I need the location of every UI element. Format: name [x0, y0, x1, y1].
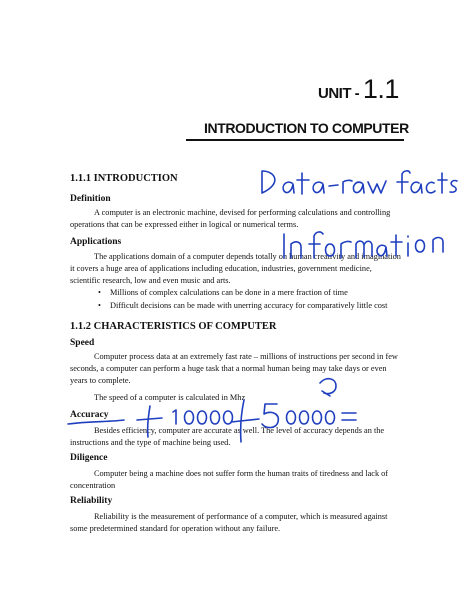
handwritten-note-data-raw-facts [262, 171, 457, 194]
unit-prefix: UNIT - [318, 85, 360, 102]
subheading-applications: Applications [70, 237, 122, 247]
paragraph-accuracy: Besides efficiency, computer are accurate as well. The level of accuracy depends an the instructions and the type of machine being used. [70, 426, 385, 447]
subheading-definition: Definition [70, 194, 111, 204]
list-item: • Difficult decisions can be made with unerring accuracy for comparatively little cost [110, 300, 387, 312]
subheading-accuracy: Accuracy [70, 410, 109, 420]
subheading-speed: Speed [70, 338, 95, 348]
subheading-diligence: Diligence [70, 453, 108, 463]
handwritten-note-sum [137, 400, 356, 442]
paragraph-reliability: Reliability is the measurement of performance of a computer, which is measured against some predetermined standard for operation without any failure. [70, 512, 388, 533]
page-title: INTRODUCTION TO COMPUTER [204, 120, 409, 136]
list-item: • Millions of complex calculations can be done in a mere fraction of time [110, 287, 348, 299]
section-heading-introduction: 1.1.1 INTRODUCTION [70, 173, 178, 184]
section-heading-characteristics: 1.1.2 CHARACTERISTICS OF COMPUTER [70, 321, 277, 332]
handwritten-underline [68, 420, 124, 424]
handwritten-note-information [284, 232, 443, 258]
paragraph-applications: The applications domain of a computer depends totally on human creativity and imagination it covers a huge area of applications including education, industries, government medicine, scientific research, low and even music and arts. [70, 252, 401, 285]
unit-number: 1.1 [362, 74, 399, 104]
paragraph-speed-note: The speed of a computer is calculated in Mhz [94, 393, 246, 402]
paragraph-diligence: Computer being a machine does not suffer form the human traits of tiredness and lack of concentration [70, 469, 389, 490]
paragraph-speed: Computer process data at an extremely fast rate – millions of instructions per second in few seconds, a computer can perform a huge task that a normal human being may take days or even years to complete. [70, 352, 398, 385]
subheading-reliability: Reliability [70, 496, 113, 506]
paragraph-definition: A computer is an electronic machine, devised for performing calculations and controlling operations that can be expressed either in logical or numerical terms. [70, 208, 391, 229]
